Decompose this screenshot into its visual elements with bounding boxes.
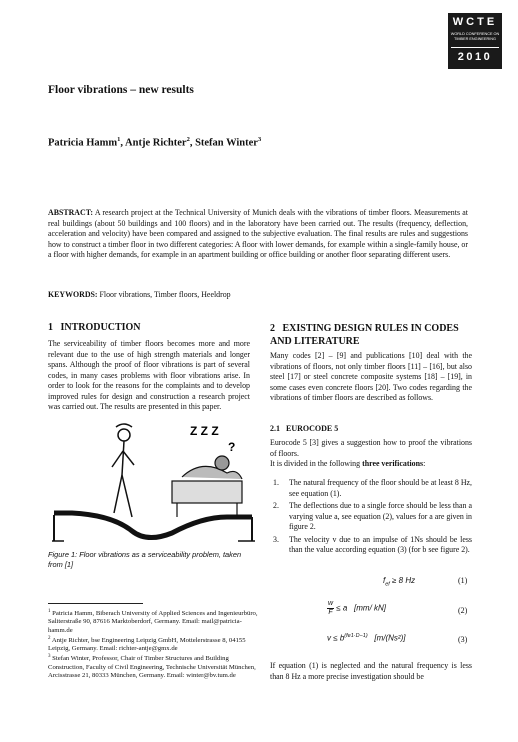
eq1-number: (1) [458,576,468,585]
footnote [48,653,258,680]
equation-3 [327,633,405,643]
logo-wcte: WCTE [452,16,498,28]
author-list: Patricia Hamm$^1$, Antje Richter$^2$, Stefan Winter$^3$ [48,136,262,149]
logo-subtitle: WORLD CONFERENCE ON TIMBER ENGINEERING [450,32,500,41]
abstract-text: A research project at the Technical University of Munich deals with the vibrations of timber floors. Measurements at real buildings (about 50 buildings and 100 floors) and in the laboratory have been carried out. The results (frequency, deflection, acceleration and velocity) have been compared and assigned to the subjective evaluation. The final results are rules and suggestions how to construct a timber floor in two different categories: A floor with lower demands, for example within a single-family house, or a floor with higher demands, for example in an apartment building or office building or another floor separating different users. [48,208,468,259]
eq3-number: (3) [458,635,468,644]
section2-title: EXISTING DESIGN RULES IN CODES AND LITERATURE [270,323,459,347]
eq2-rhs: ≤ a [336,603,348,613]
lead-pre: It is divided in the following [270,459,363,468]
section1-title: INTRODUCTION [60,322,141,333]
section1-heading [48,322,141,333]
subsection-lead [270,459,472,470]
logo-divider [451,47,499,48]
list-text: The natural frequency of the floor should be at least 8 Hz, see equation (1). [289,478,472,498]
subsection-heading [270,424,338,433]
keywords-text: Floor vibrations, Timber floors, Heeldrop [99,290,231,299]
footnote [48,635,258,654]
subsection-text: Eurocode 5 [3] gives a suggestion how to proof the vibrations of floors. [270,438,472,458]
verification-list [270,478,472,556]
list-text: The velocity v due to an impulse of 1Ns should be less than the value according equation (3) (for b see figure 2). [289,534,472,554]
section2-heading [270,322,480,348]
keywords-label: KEYWORDS: [48,290,98,299]
list-item [270,501,472,533]
list-number: 2. [273,501,279,510]
figure1-caption: Figure 1: Floor vibrations as a serviceability problem, taken from [1] [48,550,242,569]
author-name: Patricia Hamm [48,137,118,149]
bed-icon [172,456,242,517]
eq3-unit: [m/(Ns²)] [374,633,406,643]
lead-post: : [423,459,426,468]
footnote-text: Patricia Hamm, Biberach University of Applied Sciences and Ingenieurbüro, Saliterstraße 90, 87616 Marktoberdorf, Germany. Email: mail@patricia-hamm.de [48,610,258,634]
section1-text: The serviceability of timber floors becomes more and more relevant due to the use of high strength materials and longer spans. Although the proof of floor vibrations is part of several codes, in many cases problems with floor vibrations arise. In order to look for the reasons for the complaints and to develop improved rules for design and construction a research project was carried out. The results are presented in this paper. [48,339,250,411]
abstract [48,208,468,261]
footnote-rule [48,603,143,604]
section2-text: Many codes [2] – [9] and publications [10] deal with the vibrations of floors, not only timber floors [11] – [16], but also steel [17] or steel concrete composite systems [18] – [19], in some cases even concrete floors [20]. Two codes regarding the vibrations of timber floors are described as follows. [270,351,472,402]
wcte-logo [448,13,502,69]
eq3-lhs: v ≤ b [327,633,345,643]
continuation-text: If equation (1) is neglected and the natural frequency is less than 8 Hz a more precise investigation should be [270,661,472,681]
footnote-text: Stefan Winter, Professor, Chair of Timber Structures and Building Construction, Faculty of Civil Engineering, Technische Universität München, Arcisstrasse 21, 80333 München, Germany. Email: winter@bv.tum.de [48,655,256,680]
author-sup: 3 [257,136,262,143]
equation-1 [383,576,415,588]
list-item [270,535,472,556]
question-mark: ? [228,440,236,454]
subsection-number: 2.1 [270,424,280,433]
abstract-label: ABSTRACT: [48,208,94,217]
eq3-exp: (fe1·D−1) [344,633,368,639]
footnote-text: Antje Richter, bse Engineering Leipzig GmbH, Mottelerstrasse 8, 04155 Leipzig, Germany. Email: richter-antje@gmx.de [48,637,246,653]
list-text: The deflections due to a single force should be less than a varying value a, see equation (2), values for a are given in figure 2. [289,501,472,531]
author-sup: 2 [186,136,190,143]
list-number: 1. [273,478,279,487]
footnote [48,608,258,635]
footnote-sup: 3 [48,654,51,660]
sleep-zzz: Z Z Z [190,424,219,438]
list-item [270,478,472,499]
paper-title: Floor vibrations – new results [48,84,194,96]
section1-number: 1 [48,322,53,333]
author-name: Antje Richter [125,137,187,149]
eq2-number: (2) [458,606,468,615]
eq1-rhs: ≥ 8 Hz [389,576,416,585]
author-sup: 1 [117,136,121,143]
author-name: Stefan Winter [195,137,258,149]
eq1-lhs: f [383,576,386,585]
equation-2 [327,600,437,617]
footnote-sup: 1 [48,609,51,614]
section2-number: 2 [270,323,275,334]
eq2-numerator: w [328,600,334,607]
lead-bold: three verifications [362,459,424,468]
eq1-sub: ef [385,581,390,588]
list-number: 3. [273,534,279,544]
figure1-illustration [52,413,257,548]
footnote-sup: 2 [48,635,51,641]
keywords [48,290,468,299]
eq2-unit: [mm/ kN] [354,603,387,613]
walking-person-icon [112,424,134,517]
subsection-title: EUROCODE 5 [286,424,339,433]
logo-year: 2010 [457,51,493,63]
eq2-denominator: F [328,609,333,616]
footnotes [48,608,258,680]
